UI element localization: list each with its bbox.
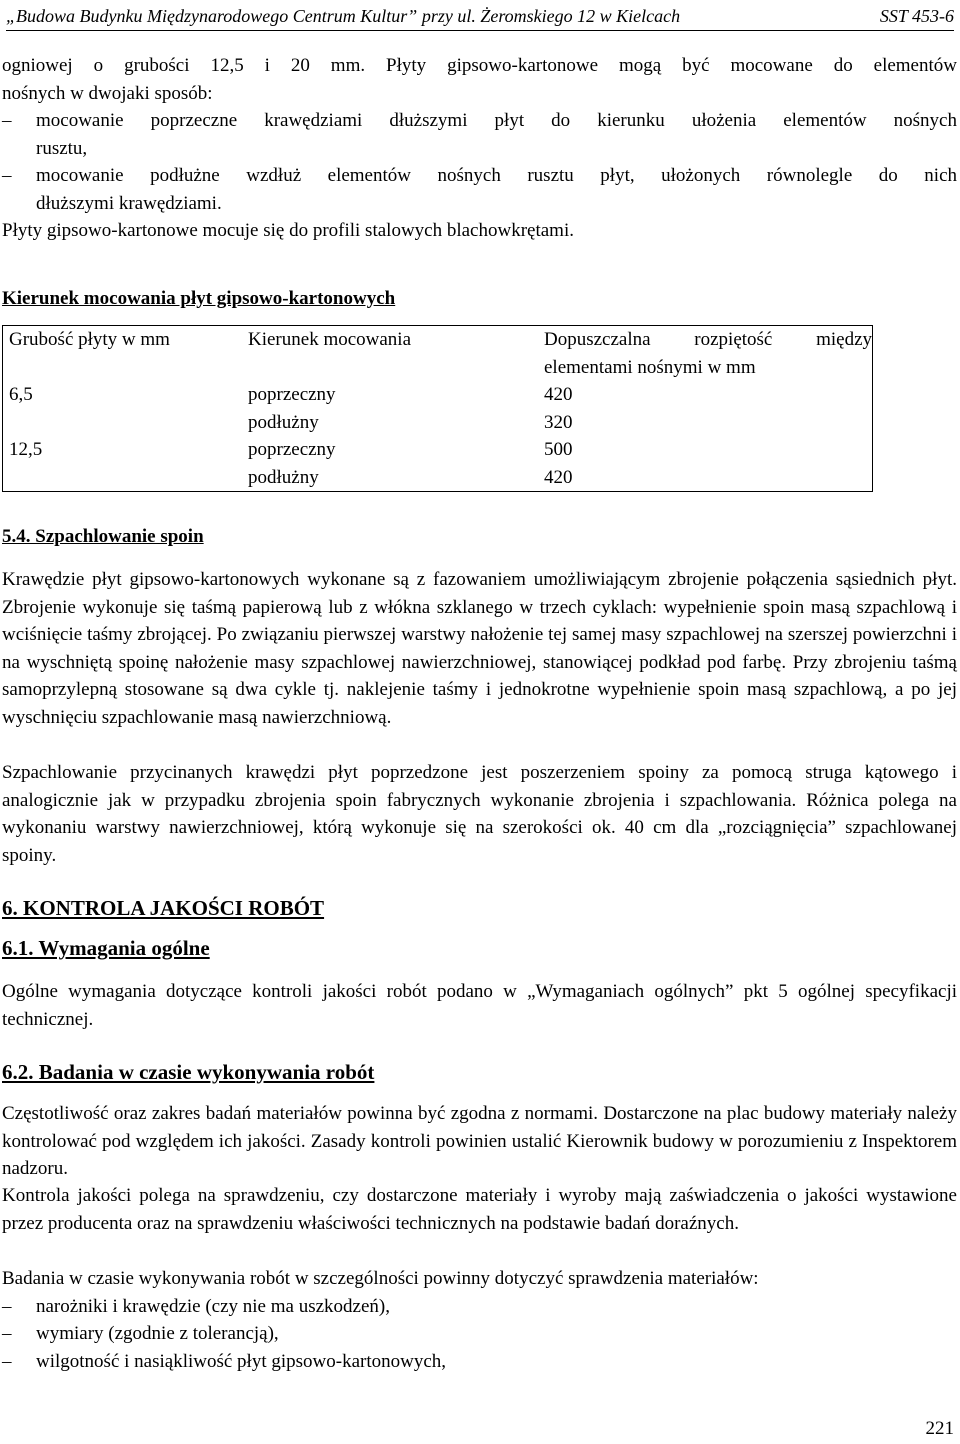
intro-line-2: nośnych w dwojaki sposób: — [2, 82, 213, 104]
section-6-2-paragraph-3: Badania w czasie wykonywania robót w szczególności powinny dotyczyć sprawdzenia materiałów: – narożniki i krawędzie (czy nie ma uszkodzeń), – wymiary (zgodnie z tolerancją), – wilgotność i nasiąkliwość płyt gipsowo-kartonowych, — [2, 1265, 957, 1375]
list-item — [2, 1320, 957, 1348]
dash-bullet: – — [2, 1350, 12, 1372]
list-item — [2, 162, 957, 217]
section-6-title: 6. KONTROLA JAKOŚCI ROBÓT — [2, 896, 325, 920]
header-title: „Budowa Budynku Międzynarodowego Centrum Kultur” przy ul. Żeromskiego 12 w Kielcach — [6, 6, 681, 26]
section-6-1-title: 6.1. Wymagania ogólne — [2, 936, 210, 960]
dash-bullet: – — [2, 165, 12, 186]
list-item-text: rusztu, — [36, 137, 88, 159]
cell-direction: podłużny — [248, 466, 319, 488]
section-5-4-paragraph-2: Szpachlowanie przycinanych krawędzi płyt poprzedzone jest poszerzeniem spoiny za pomocą struga kątowego i analogicznie jak w przypadku zbrojenia spoin fabrycznych wykonanie zbrojenia i szpachlowania. Różnica polega na wykonaniu warstwy nawierzchniowej, którą wykonuje się na szerokości ok. 40 cm dla „rozciągnięcia” szpachlowanej spoiny. — [2, 762, 957, 866]
cell-thickness — [3, 409, 243, 437]
cell-span: 420 — [544, 384, 573, 405]
dash-bullet: – — [2, 1295, 12, 1317]
cell-direction: poprzeczny — [248, 384, 336, 405]
list-item-text: mocowanie poprzeczne krawędziami dłuższymi płyt do kierunku ułożenia elementów nośnych — [36, 110, 957, 131]
section-6-2-title: 6.2. Badania w czasie wykonywania robót — [2, 1060, 375, 1084]
section-6-1-paragraph: Ogólne wymagania dotyczące kontroli jakości robót podano w „Wymaganiach ogólnych” pkt 5 ogólnej specyfikacji technicznej. — [2, 981, 957, 1030]
running-header — [6, 4, 954, 31]
cell-span: 500 — [544, 439, 573, 460]
list-item-text: mocowanie podłużne wzdłuż elementów nośnych rusztu płyt, ułożonych równolegle do nich — [36, 165, 957, 186]
table-header-row — [3, 326, 873, 382]
list-item-text: narożniki i krawędzie (czy nie ma uszkodzeń), — [36, 1295, 390, 1317]
table-title: Kierunek mocowania płyt gipsowo-kartonowych — [2, 288, 396, 309]
section-5-4-paragraph-1: Krawędzie płyt gipsowo-kartonowych wykonane są z fazowaniem umożliwiającym zbrojenie połączenia sąsiednich płyt. Zbrojenie wykonuje się taśmą papierową lub z włókna szklanego w trzech cyklach: wypełnienie spoin masą szpachlową i wciśnięcie taśmy zbrojącej. Po związaniu pierwszej warstwy nałożenie tej samej masy szpachlowej na szerszej powierzchni i na wyschniętą spoinę nałożenie masy szpachlowej nawierzchniowej, stanowiącej podkład pod farbę. Przy zbrojeniu taśmą samoprzylepną stosowane są dwa cykle tj. naklejenie taśmy i jednokrotne wypełnienie spoin masą szpachlową, a po jej wyschnięciu szpachlowanie masą nawierzchniową. — [2, 569, 957, 728]
table-row — [3, 409, 873, 437]
intro-block — [2, 52, 957, 245]
table-row — [3, 436, 873, 464]
cell-thickness: 12,5 — [9, 439, 43, 460]
dash-bullet: – — [2, 110, 12, 131]
section-6-2-paragraph-1: Częstotliwość oraz zakres badań materiałów powinna być zgodna z normami. Dostarczone na plac budowy materiały należy kontrolować pod względem ich jakości. Zasady kontroli powinien ustalić Kierownik budowy w porozumieniu z Inspektorem nadzoru. — [2, 1103, 957, 1179]
section-6-2-paragraph-2: Kontrola jakości polega na sprawdzeniu, czy dostarczone materiały i wyroby mają zaświadczenia o jakości wystawione przez producenta oraz na sprawdzeniu właściwości technicznych na podstawie badań doraźnych. — [2, 1185, 957, 1234]
cell-direction: podłużny — [248, 411, 319, 433]
list-item-text: wilgotność i nasiąkliwość płyt gipsowo-kartonowych, — [36, 1350, 447, 1372]
cell-thickness: 6,5 — [9, 384, 33, 405]
intro-line-last: Płyty gipsowo-kartonowe mocuje się do profili stalowych blachowkrętami. — [2, 220, 574, 241]
list-item — [2, 1293, 957, 1321]
column-header: Dopuszczalna rozpiętość między elementami nośnymi w mm — [544, 329, 872, 378]
column-header: Grubość płyty w mm — [9, 329, 170, 350]
mounting-table — [2, 325, 873, 492]
header-spec-code: SST 453-6 — [879, 6, 954, 26]
cell-span: 320 — [544, 411, 573, 433]
section-5-4-title: 5.4. Szpachlowanie spoin — [2, 526, 204, 547]
cell-direction: poprzeczny — [248, 439, 336, 460]
page-number: 221 — [925, 1418, 954, 1439]
table-row — [3, 381, 873, 409]
cell-thickness — [3, 464, 243, 492]
list-item — [2, 107, 957, 162]
list-item-text: wymiary (zgodnie z tolerancją), — [36, 1323, 279, 1344]
intro-line-1: ogniowej o grubości 12,5 i 20 mm. Płyty gipsowo-kartonowe mogą być mocowane do elementów — [2, 55, 957, 76]
dash-bullet: – — [2, 1323, 12, 1344]
list-item — [2, 1348, 957, 1376]
table-row — [3, 464, 873, 492]
column-header: Kierunek mocowania — [248, 329, 412, 350]
cell-span: 420 — [544, 466, 573, 488]
list-item-text: dłuższymi krawędziami. — [36, 192, 222, 214]
